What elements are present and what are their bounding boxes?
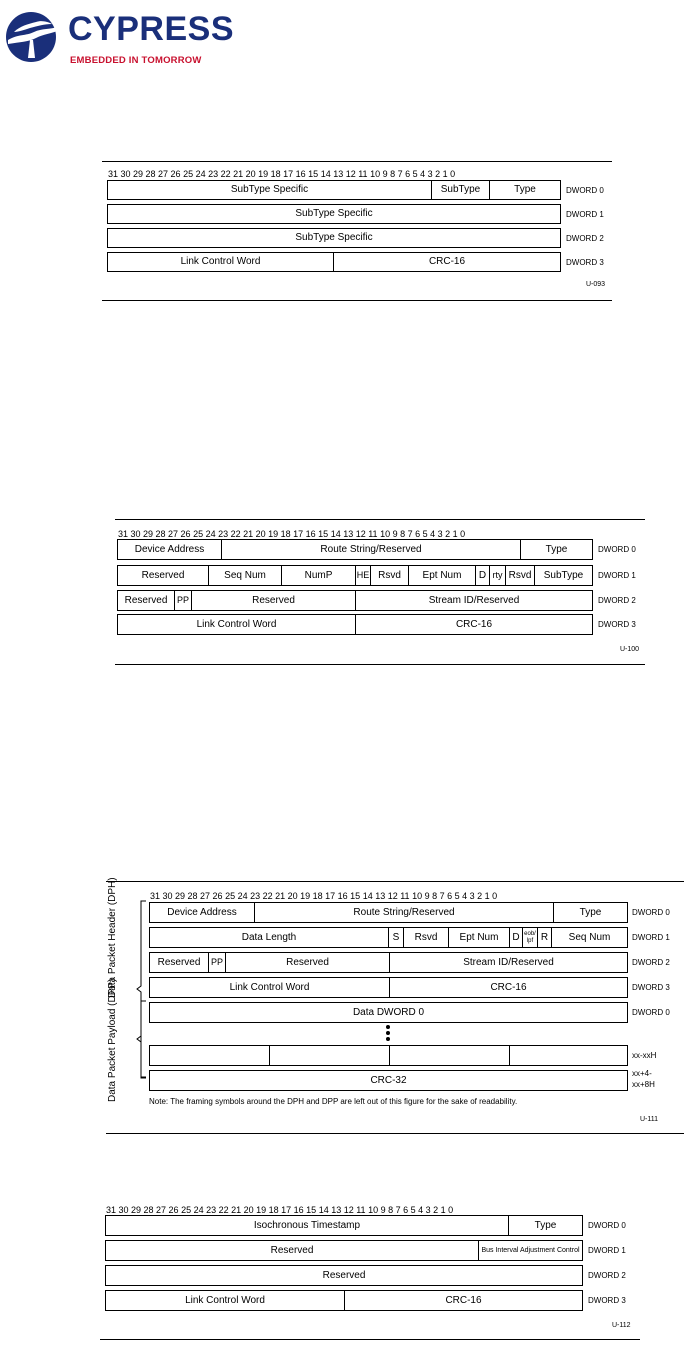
field-nump: NumP xyxy=(281,565,356,586)
field-crc16: CRC-16 xyxy=(389,977,628,998)
field-subtype: SubType xyxy=(431,180,490,200)
field-pp: PP xyxy=(174,590,192,611)
dword-label: DWORD 0 xyxy=(566,186,604,195)
figure-code: U-093 xyxy=(586,281,606,288)
field-reserved: Reserved xyxy=(117,565,209,586)
field-stream-id: Stream ID/Reserved xyxy=(389,952,628,973)
dpp-label: Data Packet Payload (DPP) xyxy=(107,978,118,1102)
field-crc32: CRC-32 xyxy=(149,1070,628,1091)
field-subtype-specific: SubType Specific xyxy=(107,204,561,224)
field-reserved: Reserved xyxy=(117,590,175,611)
field-d: D xyxy=(475,565,490,586)
dword-label: xx-xxH xyxy=(632,1051,657,1060)
logo-wordmark: CYPRESS xyxy=(68,10,234,48)
field-type: Type xyxy=(520,539,593,560)
dword-label: DWORD 2 xyxy=(632,958,670,967)
field-he: HE xyxy=(355,565,371,586)
dpp-bracket xyxy=(134,1000,148,1080)
field-link-control-word: Link Control Word xyxy=(107,252,334,272)
field-route-string: Route String/Reserved xyxy=(254,902,554,923)
field-data-byte xyxy=(149,1045,270,1066)
dword-label: DWORD 3 xyxy=(632,983,670,992)
figure-bottom-rule xyxy=(102,300,612,301)
field-pp: PP xyxy=(208,952,226,973)
field-subtype-specific: SubType Specific xyxy=(107,180,432,200)
figure-note: Note: The framing symbols around the DPH and DPP are left out of this figure for the sake of readability. xyxy=(149,1097,518,1106)
dword-label: DWORD 3 xyxy=(588,1296,626,1305)
field-reserved: Reserved xyxy=(149,952,209,973)
field-link-control-word: Link Control Word xyxy=(149,977,390,998)
field-bus-interval-adjustment: Bus Interval Adjustment Control xyxy=(478,1240,583,1261)
field-rsvd: Rsvd xyxy=(403,927,449,948)
field-device-address: Device Address xyxy=(117,539,222,560)
field-seq-num: Seq Num xyxy=(551,927,628,948)
dword-label: DWORD 2 xyxy=(566,234,604,243)
bit-numbers: 31 30 29 28 27 26 25 24 23 22 21 20 19 18 17 16 15 14 13 12 11 10 9 8 7 6 5 4 3 2 1 0 xyxy=(118,529,466,539)
dword-label: DWORD 2 xyxy=(588,1271,626,1280)
figure-code: U-112 xyxy=(612,1322,631,1329)
field-crc16: CRC-16 xyxy=(333,252,561,272)
field-type: Type xyxy=(553,902,628,923)
field-rsvd: Rsvd xyxy=(505,565,535,586)
field-data-byte xyxy=(389,1045,510,1066)
field-ept-num: Ept Num xyxy=(448,927,510,948)
figure-top-rule xyxy=(102,161,612,162)
field-reserved: Reserved xyxy=(191,590,356,611)
field-reserved: Reserved xyxy=(105,1265,583,1286)
ellipsis-dot xyxy=(386,1037,390,1041)
dword-label: DWORD 1 xyxy=(566,210,604,219)
dph-label: Data Packet Header (DPH) xyxy=(107,877,118,998)
dword-label: DWORD 1 xyxy=(598,571,636,580)
field-r: R xyxy=(537,927,552,948)
dword-label: xx+4- xyxy=(632,1069,652,1078)
cypress-tree-icon xyxy=(0,10,66,64)
field-device-address: Device Address xyxy=(149,902,255,923)
dword-label: DWORD 0 xyxy=(632,908,670,917)
field-s: S xyxy=(388,927,404,948)
figure-bottom-rule xyxy=(106,1133,684,1134)
dword-label: DWORD 3 xyxy=(566,258,604,267)
field-reserved: Reserved xyxy=(105,1240,479,1261)
dword-label: DWORD 2 xyxy=(598,596,636,605)
field-link-control-word: Link Control Word xyxy=(105,1290,345,1311)
field-ept-num: Ept Num xyxy=(408,565,476,586)
dword-label: DWORD 0 xyxy=(598,545,636,554)
field-seq-num: Seq Num xyxy=(208,565,282,586)
field-crc16: CRC-16 xyxy=(355,614,593,635)
ellipsis-dot xyxy=(386,1031,390,1035)
figure-code: U-111 xyxy=(640,1116,659,1123)
field-crc16: CRC-16 xyxy=(344,1290,583,1311)
field-type: Type xyxy=(508,1215,583,1236)
figure-top-rule xyxy=(106,881,684,882)
dword-label: xx+8H xyxy=(632,1080,655,1089)
ellipsis-dot xyxy=(386,1025,390,1029)
field-isochronous-timestamp: Isochronous Timestamp xyxy=(105,1215,509,1236)
bit-numbers: 31 30 29 28 27 26 25 24 23 22 21 20 19 18 17 16 15 14 13 12 11 10 9 8 7 6 5 4 3 2 1 0 xyxy=(108,169,456,179)
field-data-byte xyxy=(509,1045,628,1066)
field-d: D xyxy=(509,927,523,948)
dword-label: DWORD 0 xyxy=(632,1008,670,1017)
field-data-length: Data Length xyxy=(149,927,389,948)
field-link-control-word: Link Control Word xyxy=(117,614,356,635)
field-stream-id: Stream ID/Reserved xyxy=(355,590,593,611)
field-type: Type xyxy=(489,180,561,200)
field-rsvd: Rsvd xyxy=(370,565,409,586)
cypress-logo xyxy=(0,4,234,66)
field-subtype-specific: SubType Specific xyxy=(107,228,561,248)
figure-bottom-rule xyxy=(100,1339,640,1340)
figure-top-rule xyxy=(115,519,645,520)
bit-numbers: 31 30 29 28 27 26 25 24 23 22 21 20 19 18 17 16 15 14 13 12 11 10 9 8 7 6 5 4 3 2 1 0 xyxy=(150,891,498,901)
field-eob-lpf: eob/ lpf xyxy=(522,927,538,948)
dword-label: DWORD 1 xyxy=(588,1246,626,1255)
figure-code: U-100 xyxy=(620,646,640,653)
dword-label: DWORD 0 xyxy=(588,1221,626,1230)
field-subtype: SubType xyxy=(534,565,593,586)
field-rty: rty xyxy=(489,565,506,586)
field-data-byte xyxy=(269,1045,390,1066)
field-data-dword0: Data DWORD 0 xyxy=(149,1002,628,1023)
bit-numbers: 31 30 29 28 27 26 25 24 23 22 21 20 19 18 17 16 15 14 13 12 11 10 9 8 7 6 5 4 3 2 1 0 xyxy=(106,1205,454,1215)
dword-label: DWORD 3 xyxy=(598,620,636,629)
field-route-string: Route String/Reserved xyxy=(221,539,521,560)
logo-tagline: EMBEDDED IN TOMORROW xyxy=(70,55,202,66)
dword-label: DWORD 1 xyxy=(632,933,670,942)
field-reserved: Reserved xyxy=(225,952,390,973)
figure-bottom-rule xyxy=(115,664,645,665)
